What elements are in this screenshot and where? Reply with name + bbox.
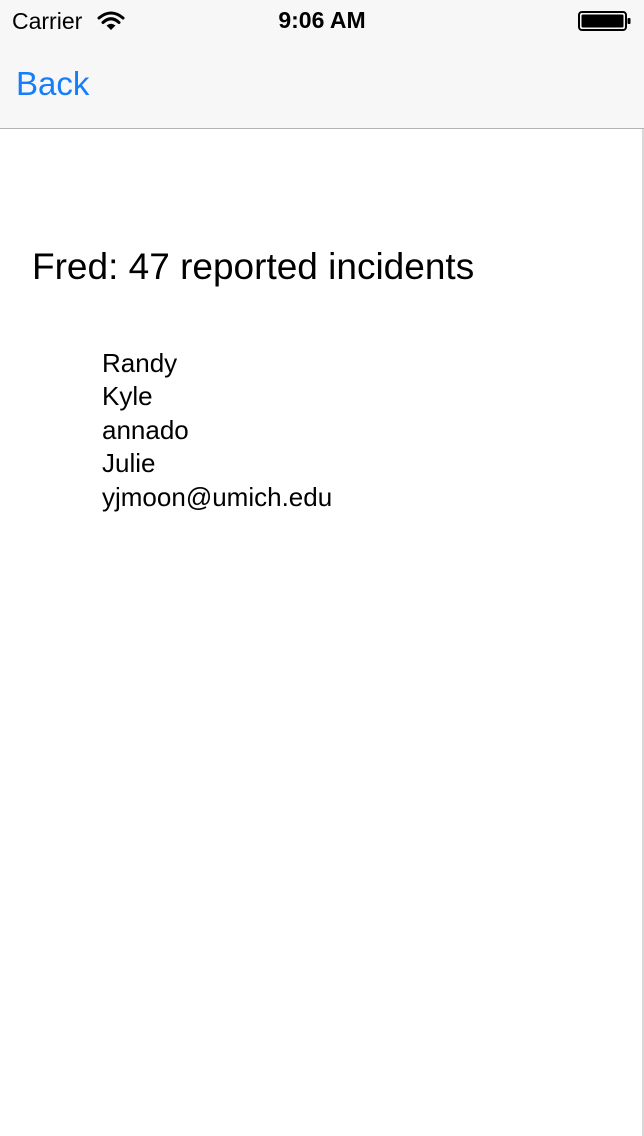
carrier-label: Carrier (12, 8, 83, 34)
status-time: 9:06 AM (278, 7, 366, 33)
reporters-list (102, 347, 332, 514)
list-item: Randy (102, 348, 178, 378)
navigation-bar (0, 40, 644, 129)
list-item: yjmoon@umich.edu (102, 481, 333, 512)
battery-full-icon (578, 10, 632, 32)
status-bar (0, 0, 644, 40)
incident-detail-content (0, 129, 644, 1136)
list-item: Kyle (102, 381, 153, 412)
back-button[interactable]: Back (16, 65, 90, 102)
list-item: Julie (102, 448, 156, 479)
page-title: Fred: 47 reported incidents (32, 246, 475, 287)
list-item: annado (102, 414, 189, 445)
